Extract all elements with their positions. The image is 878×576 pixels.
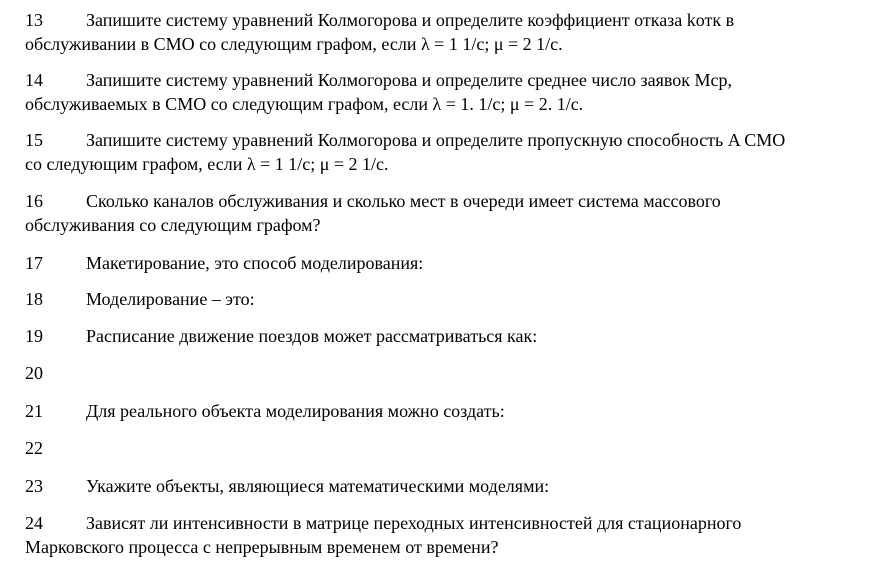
question-number: 13 (25, 10, 43, 30)
question-text-line1: Запишите систему уравнений Колмогорова и определите коэффициент отказа kотк в (86, 10, 735, 30)
question-text-line1: Укажите объекты, являющиеся математическими моделями: (86, 476, 550, 496)
question-text-line1: Запишите систему уравнений Колмогорова и определите пропускную способность A СМО (86, 130, 786, 150)
question-text-line1: Сколько каналов обслуживания и сколько мест в очереди имеет система массового (86, 191, 721, 211)
question-text-line2: Марковского процесса с непрерывным временем от времени? (25, 537, 499, 557)
question-text-line2: обслуживании в СМО со следующим графом, если λ = 1 1/с; μ = 2 1/с. (25, 34, 563, 54)
question-text-line1: Запишите систему уравнений Колмогорова и определите среднее число заявок Mср, (86, 70, 732, 90)
question-24 (25, 511, 845, 559)
question-number: 15 (25, 130, 43, 150)
question-number: 19 (25, 326, 43, 346)
question-18 (25, 287, 845, 311)
question-text-line1: Расписание движение поездов может рассматриваться как: (86, 326, 538, 346)
question-number: 23 (25, 476, 43, 496)
question-number: 21 (25, 401, 43, 421)
question-19 (25, 324, 845, 348)
question-23 (25, 474, 845, 498)
question-16 (25, 189, 845, 237)
question-number: 22 (25, 438, 43, 458)
question-number: 20 (25, 363, 43, 383)
question-15 (25, 128, 845, 176)
question-13 (25, 8, 845, 56)
question-14 (25, 68, 845, 116)
question-21 (25, 399, 845, 423)
question-20 (25, 361, 845, 385)
question-text-line2: обслуживаемых в СМО со следующим графом, если λ = 1. 1/с; μ = 2. 1/с. (25, 94, 584, 114)
question-text-line1: Макетирование, это способ моделирования: (86, 253, 424, 273)
question-text-line2: обслуживания со следующим графом? (25, 215, 321, 235)
question-number: 17 (25, 253, 43, 273)
question-text-line1: Для реального объекта моделирования можно создать: (86, 401, 505, 421)
question-22 (25, 436, 845, 460)
question-17 (25, 251, 845, 275)
question-number: 24 (25, 513, 43, 533)
question-number: 18 (25, 289, 43, 309)
question-text-line1: Зависят ли интенсивности в матрице переходных интенсивностей для стационарного (86, 513, 742, 533)
question-number: 16 (25, 191, 43, 211)
question-text-line2: со следующим графом, если λ = 1 1/с; μ = 2 1/с. (25, 154, 389, 174)
question-text-line1: Моделирование – это: (86, 289, 255, 309)
question-number: 14 (25, 70, 43, 90)
